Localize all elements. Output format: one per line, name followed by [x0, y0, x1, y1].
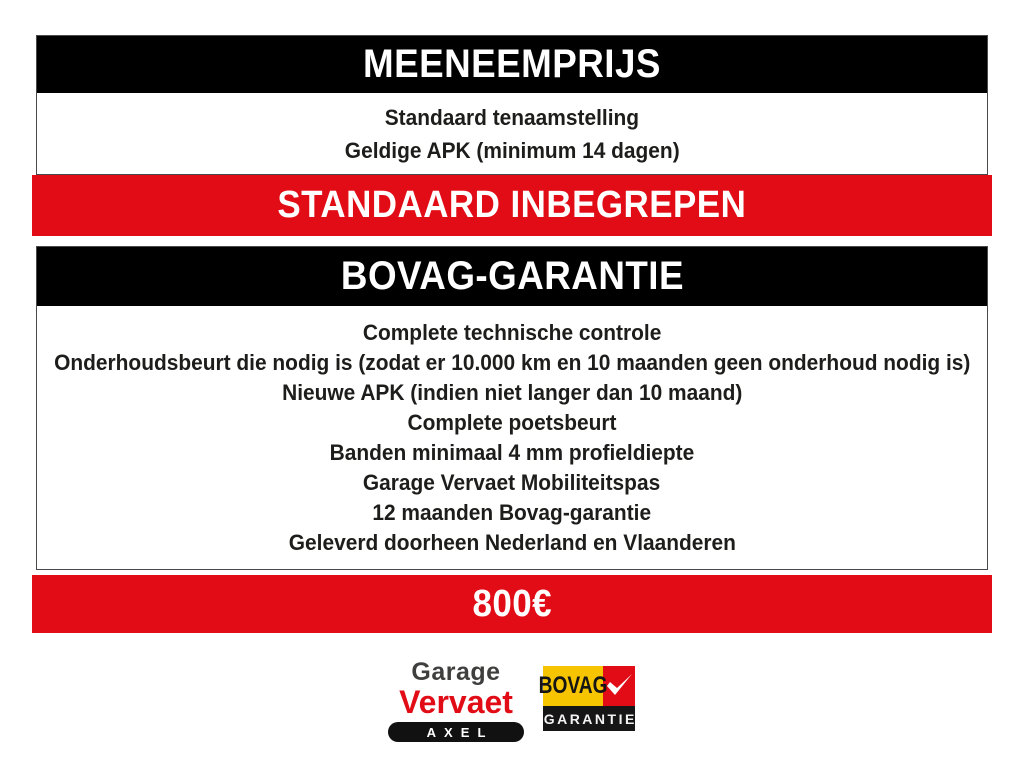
- meeneemprijs-body: [37, 93, 987, 174]
- garage-vervaet-logo-garage: Garage: [411, 658, 501, 686]
- meeneemprijs-title: MEENEEMPRIJS: [363, 42, 661, 86]
- bovag-garantie-title: BOVAG-GARANTIE: [340, 254, 684, 298]
- bovag-line: 12 maanden Bovag-garantie: [372, 499, 652, 525]
- price-banner: [32, 575, 992, 633]
- bovag-line: Banden minimaal 4 mm profieldiepte: [329, 439, 695, 465]
- standaard-inbegrepen-label: STANDAARD INBEGREPEN: [277, 184, 747, 226]
- bovag-line: Garage Vervaet Mobiliteitspas: [363, 469, 661, 495]
- bovag-logo-top: [538, 666, 635, 706]
- garage-vervaet-logo-vervaet: Vervaet: [399, 684, 513, 720]
- bovag-garantie-logo: [538, 666, 637, 731]
- bovag-line: Complete technische controle: [362, 319, 662, 345]
- bovag-garantie-header: [37, 247, 987, 306]
- bovag-line: Onderhoudsbeurt die nodig is (zodat er 10.000 km en 10 maanden geen onderhoud nodig is): [53, 349, 971, 375]
- axel-badge: AXEL: [388, 722, 524, 742]
- garage-vervaet-logo: [388, 660, 524, 742]
- bovag-garantie-section: [36, 246, 988, 570]
- meeneemprijs-header: [37, 36, 987, 93]
- standaard-inbegrepen-banner: [32, 175, 992, 236]
- bovag-line: Nieuwe APK (indien niet langer dan 10 maand): [281, 379, 743, 405]
- meeneemprijs-section: [36, 35, 988, 175]
- bovag-logo-garantie: GARANTIE: [543, 706, 635, 731]
- meeneemprijs-line: Geldige APK (minimum 14 dagen): [344, 137, 680, 163]
- price-label: 800€: [472, 582, 552, 625]
- checkmark-icon: [603, 666, 635, 706]
- bovag-line: Geleverd doorheen Nederland en Vlaanderen: [288, 529, 736, 555]
- meeneemprijs-line: Standaard tenaamstelling: [384, 104, 640, 130]
- bovag-garantie-body: [37, 306, 987, 569]
- bovag-line: Complete poetsbeurt: [407, 409, 617, 435]
- logo-row: [0, 655, 1024, 745]
- bovag-logo-wordmark: BOVAG: [543, 666, 603, 706]
